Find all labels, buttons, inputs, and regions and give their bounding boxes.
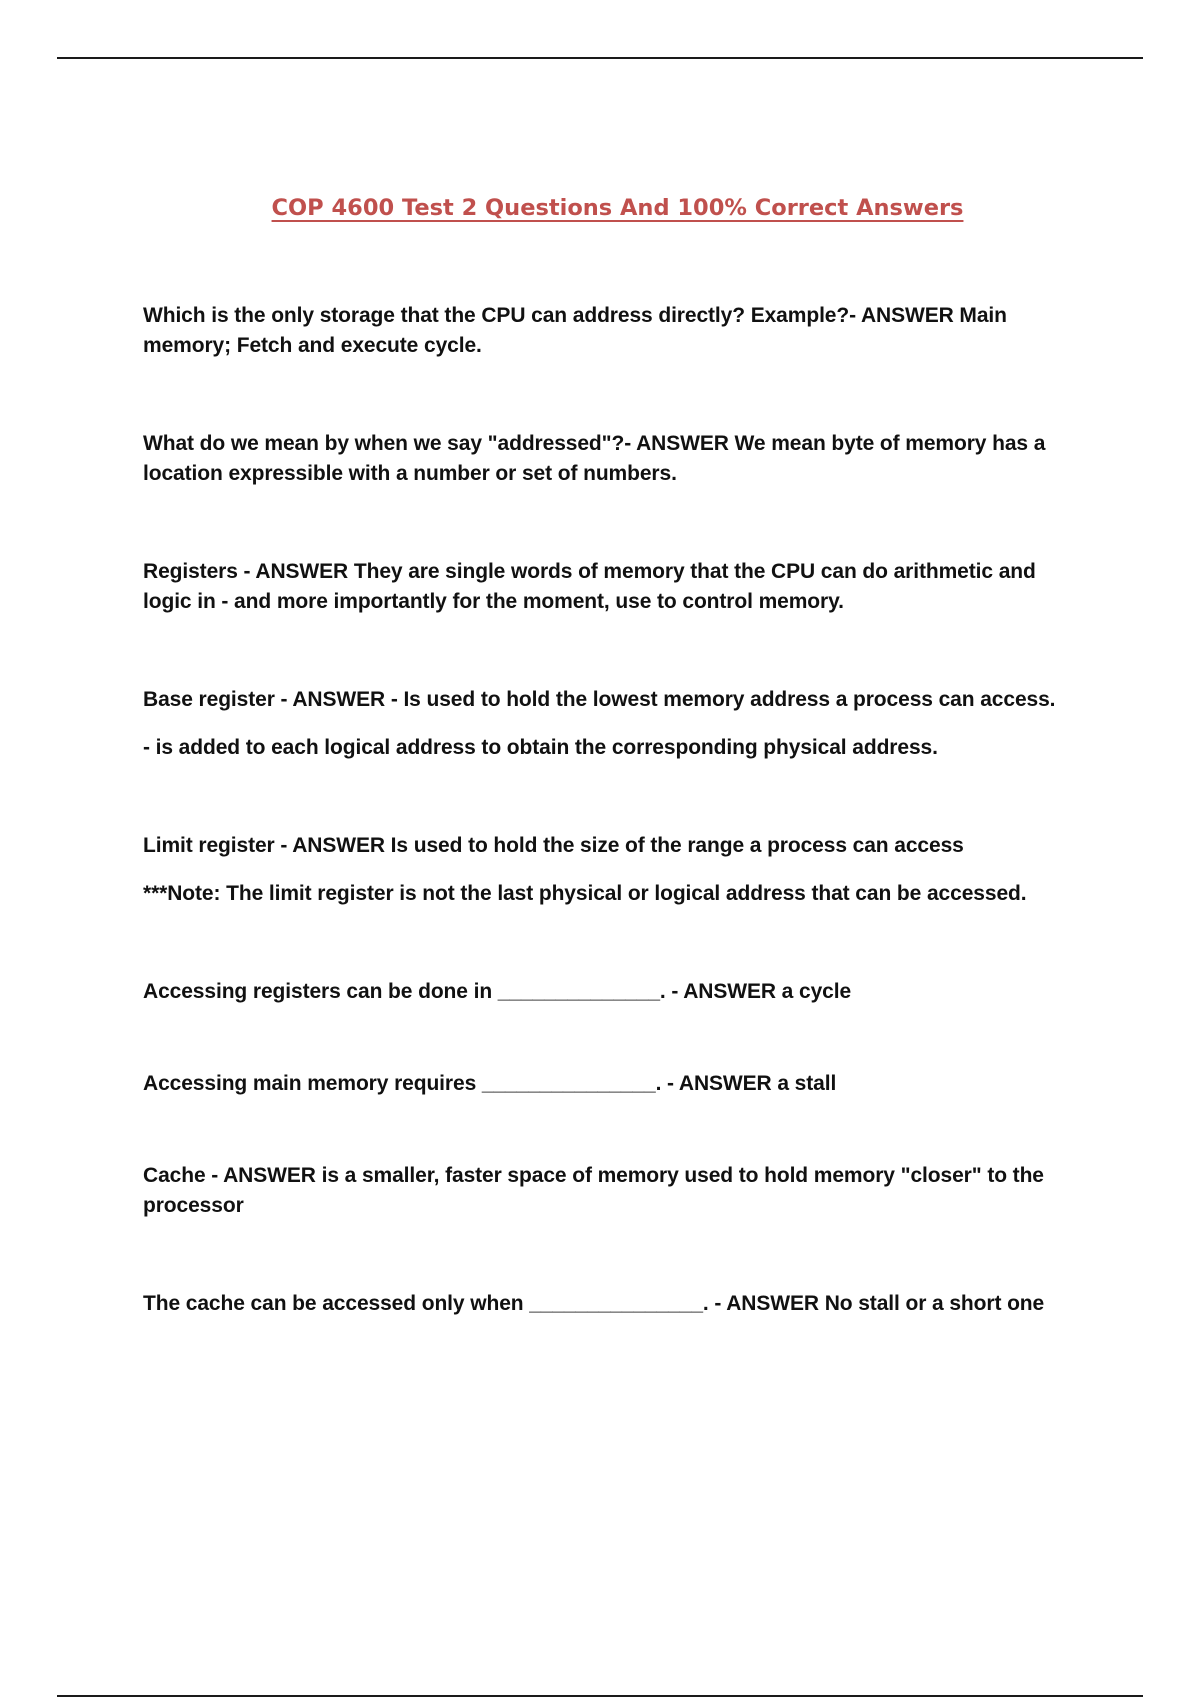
document-body	[143, 301, 1083, 1319]
qa-paragraph: The cache can be accessed only when _______________. - ANSWER No stall or a short one	[143, 1292, 1045, 1315]
document-title: COP 4600 Test 2 Questions And 100% Correct Answers	[271, 195, 964, 221]
qa-paragraph: Registers - ANSWER They are single words of memory that the CPU can do arithmetic and logic in - and more importantly for the moment, use to control memory.	[143, 560, 1036, 613]
header-rule	[57, 57, 1143, 59]
qa-paragraph: Cache - ANSWER is a smaller, faster space of memory used to hold memory "closer" to the processor	[143, 1164, 1044, 1217]
qa-paragraph: Which is the only storage that the CPU can address directly? Example?- ANSWER Main memory; Fetch and execute cycle.	[143, 304, 1007, 357]
qa-paragraph: Limit register - ANSWER Is used to hold the size of the range a process can access	[143, 834, 964, 857]
qa-paragraph: Accessing main memory requires _______________. - ANSWER a stall	[143, 1072, 837, 1095]
qa-paragraph: - is added to each logical address to obtain the corresponding physical address.	[143, 736, 938, 759]
qa-paragraph: What do we mean by when we say "addressed"?- ANSWER We mean byte of memory has a location expressible with a number or set of numbers.	[143, 432, 1046, 485]
footer-rule	[57, 1695, 1143, 1697]
qa-paragraph: Base register - ANSWER - Is used to hold the lowest memory address a process can access.	[143, 688, 1056, 711]
qa-paragraph: Accessing registers can be done in ______________. - ANSWER a cycle	[143, 980, 852, 1003]
qa-paragraph: ***Note: The limit register is not the last physical or logical address that can be accessed.	[143, 882, 1027, 905]
